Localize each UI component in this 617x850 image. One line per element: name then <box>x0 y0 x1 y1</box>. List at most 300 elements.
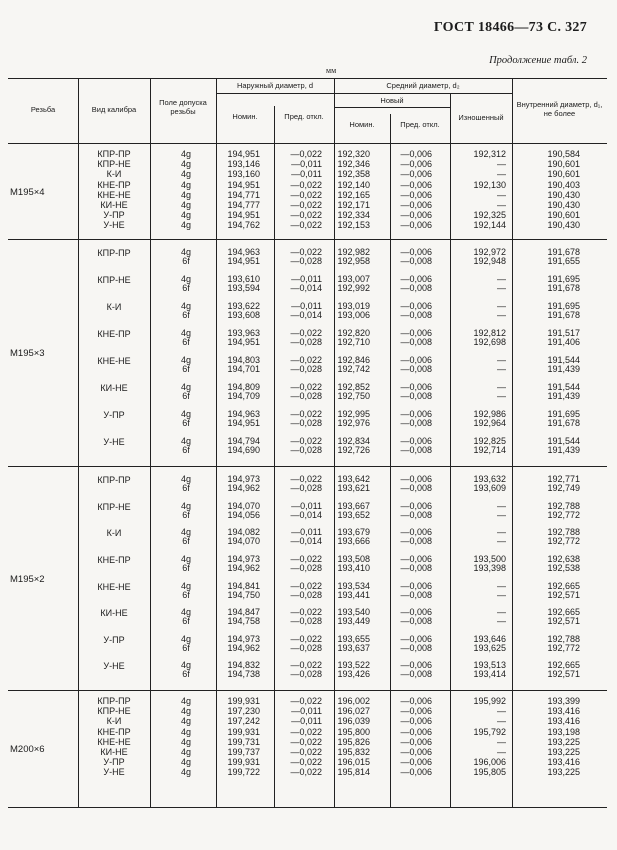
inner-diameter: 192,772 <box>547 509 580 520</box>
outer-deviation: —0,028 <box>290 256 322 266</box>
tolerance-field: 4g <box>180 696 191 706</box>
worn-value: — <box>497 527 506 538</box>
tolerance-field: 4g <box>180 660 191 671</box>
gauge-type: У-ПР <box>103 410 125 420</box>
table-row <box>8 707 607 716</box>
col-mean-deviation: Пред. откл. <box>400 120 440 129</box>
worn-value: 193,500 <box>473 553 506 564</box>
mean-deviation: —0,006 <box>400 500 432 511</box>
tolerance-field: 4g <box>180 247 191 257</box>
gauge-type: КНЕ-ПР <box>97 329 131 339</box>
gauge-type: К-И <box>106 169 122 180</box>
thread-section <box>8 467 607 691</box>
inner-diameter: 192,772 <box>547 642 580 653</box>
tolerance-field: 4g <box>180 474 191 484</box>
mean-deviation: —0,008 <box>400 310 432 320</box>
col-gauge-header: Вид калибра <box>91 105 137 114</box>
table-row <box>8 591 607 600</box>
tolerance-field: 6f <box>182 562 190 573</box>
mean-nominal: 192,750 <box>337 391 370 401</box>
table-row <box>8 150 607 159</box>
tolerance-field: 6f <box>182 616 190 627</box>
table-row <box>8 758 607 767</box>
worn-value: — <box>497 736 506 747</box>
outer-deviation: —0,022 <box>290 553 322 564</box>
mean-deviation: —0,008 <box>400 418 432 428</box>
outer-deviation: —0,014 <box>290 509 322 520</box>
mean-deviation: —0,006 <box>400 757 432 768</box>
outer-nominal: 199,731 <box>227 736 260 747</box>
table-row <box>8 392 607 401</box>
outer-deviation: —0,022 <box>290 726 322 737</box>
mean-deviation: —0,006 <box>400 706 432 717</box>
table-row <box>8 181 607 190</box>
mean-deviation: —0,008 <box>400 445 432 455</box>
inner-diameter: 190,430 <box>547 200 580 210</box>
worn-value: — <box>497 364 506 374</box>
mean-nominal: 192,171 <box>337 200 370 210</box>
outer-nominal: 194,973 <box>227 553 260 564</box>
mean-deviation: —0,008 <box>400 536 432 547</box>
worn-value: 192,948 <box>473 256 506 266</box>
table-header <box>8 78 607 144</box>
outer-deviation: —0,022 <box>290 696 322 706</box>
worn-value: — <box>497 607 506 618</box>
tolerance-field: 4g <box>180 220 191 231</box>
mean-deviation: —0,006 <box>400 328 432 338</box>
worn-value: 192,130 <box>473 179 506 190</box>
gauge-type: КПР-ПР <box>97 149 131 159</box>
outer-deviation: —0,028 <box>290 364 322 374</box>
gauge-type: КНЕ-ПР <box>97 554 131 565</box>
gauge-type: КИ-НЕ <box>100 200 128 210</box>
gauge-type: КНЕ-НЕ <box>97 581 131 592</box>
mean-deviation: —0,006 <box>400 580 432 591</box>
gauge-type: КИ-НЕ <box>100 747 128 757</box>
outer-deviation: —0,022 <box>290 474 322 484</box>
mean-deviation: —0,006 <box>400 726 432 737</box>
mean-nominal: 195,826 <box>337 736 370 747</box>
gauge-type: К-И <box>106 528 122 539</box>
col-new-header: Новый <box>380 96 404 105</box>
worn-value: 193,513 <box>473 660 506 671</box>
table-row <box>8 160 607 169</box>
gauge-type: У-НЕ <box>103 661 125 672</box>
inner-diameter: 191,544 <box>547 382 580 392</box>
mean-nominal: 192,358 <box>337 169 370 180</box>
table-row <box>8 201 607 210</box>
outer-nominal: 194,973 <box>227 474 260 484</box>
inner-diameter: 191,544 <box>547 355 580 365</box>
gauge-type: КНЕ-НЕ <box>97 736 131 747</box>
col-inner-header: Внутренний диаметр, d₁, не более <box>516 100 603 118</box>
mean-deviation: —0,008 <box>400 562 432 573</box>
mean-nominal: 192,346 <box>337 159 370 170</box>
inner-diameter: 192,772 <box>547 536 580 547</box>
table-row <box>8 717 607 726</box>
inner-diameter: 191,439 <box>547 391 580 401</box>
mean-deviation: —0,008 <box>400 669 432 680</box>
inner-diameter: 193,399 <box>547 696 580 706</box>
outer-deviation: —0,011 <box>291 706 322 717</box>
outer-nominal: 194,962 <box>227 562 260 573</box>
inner-diameter: 190,430 <box>547 220 580 231</box>
worn-value: — <box>497 301 506 311</box>
tolerance-field: 6f <box>182 418 190 428</box>
mean-nominal: 193,655 <box>337 633 370 644</box>
gauge-type: КИ-НЕ <box>100 383 128 393</box>
tolerance-field: 4g <box>180 169 191 180</box>
worn-value: 193,414 <box>473 669 506 680</box>
mean-deviation: —0,008 <box>400 256 432 266</box>
outer-nominal: 194,962 <box>227 483 260 493</box>
mean-nominal: 192,320 <box>337 149 370 159</box>
worn-value: — <box>497 536 506 547</box>
worn-value: 195,805 <box>473 767 506 778</box>
outer-deviation: —0,011 <box>291 716 322 727</box>
col-outer-deviation: Пред. откл. <box>284 112 324 121</box>
worn-value: — <box>497 616 506 627</box>
mean-nominal: 193,642 <box>337 474 370 484</box>
inner-diameter: 193,225 <box>547 767 580 778</box>
tolerance-field: 4g <box>180 159 191 170</box>
outer-nominal: 193,610 <box>227 274 260 284</box>
outer-deviation: —0,022 <box>290 409 322 419</box>
outer-deviation: —0,028 <box>290 616 322 627</box>
gauge-type: КПР-ПР <box>97 475 131 485</box>
mean-deviation: —0,006 <box>400 274 432 284</box>
inner-diameter: 193,416 <box>547 706 580 717</box>
worn-value: 196,006 <box>473 757 506 768</box>
gauge-type: У-ПР <box>103 757 125 768</box>
table-row <box>8 617 607 626</box>
outer-nominal: 194,962 <box>227 642 260 653</box>
mean-nominal: 195,814 <box>337 767 370 778</box>
inner-diameter: 192,788 <box>547 633 580 644</box>
inner-diameter: 193,225 <box>547 747 580 757</box>
tolerance-field: 6f <box>182 256 190 266</box>
mean-nominal: 193,652 <box>337 509 370 520</box>
tolerance-field: 4g <box>180 726 191 737</box>
inner-diameter: 191,678 <box>547 283 580 293</box>
table-row <box>8 419 607 428</box>
tolerance-field: 4g <box>180 200 191 210</box>
table-row <box>8 170 607 179</box>
mean-deviation: —0,008 <box>400 364 432 374</box>
outer-deviation: —0,022 <box>290 736 322 747</box>
outer-deviation: —0,014 <box>290 283 322 293</box>
tolerance-field: 4g <box>180 274 191 284</box>
inner-diameter: 193,225 <box>547 736 580 747</box>
inner-diameter: 192,571 <box>547 669 580 680</box>
worn-value: — <box>497 580 506 591</box>
outer-deviation: —0,022 <box>290 189 322 200</box>
outer-nominal: 194,973 <box>227 633 260 644</box>
outer-nominal: 199,931 <box>227 757 260 768</box>
mean-nominal: 192,992 <box>337 283 370 293</box>
tolerance-field: 4g <box>180 409 191 419</box>
mean-nominal: 192,976 <box>337 418 370 428</box>
mean-nominal: 193,534 <box>337 580 370 591</box>
outer-deviation: —0,028 <box>290 337 322 347</box>
outer-deviation: —0,028 <box>290 669 322 680</box>
outer-nominal: 194,750 <box>227 589 260 600</box>
gauge-type: КНЕ-НЕ <box>97 356 131 366</box>
outer-nominal: 194,951 <box>227 210 260 221</box>
mean-nominal: 192,165 <box>337 189 370 200</box>
mean-deviation: —0,006 <box>400 409 432 419</box>
inner-diameter: 191,695 <box>547 274 580 284</box>
mean-nominal: 193,449 <box>337 616 370 627</box>
outer-nominal: 193,146 <box>227 159 260 170</box>
mean-deviation: —0,006 <box>400 607 432 618</box>
tolerance-field: 6f <box>182 283 190 293</box>
inner-diameter: 192,665 <box>547 660 580 671</box>
outer-deviation: —0,022 <box>290 580 322 591</box>
worn-value: 192,812 <box>473 328 506 338</box>
inner-diameter: 191,517 <box>547 328 580 338</box>
worn-value: 192,698 <box>473 337 506 347</box>
gauge-type: КИ-НЕ <box>100 608 128 619</box>
tolerance-field: 4g <box>180 382 191 392</box>
inner-diameter: 193,416 <box>547 757 580 768</box>
mean-deviation: —0,008 <box>400 283 432 293</box>
inner-diameter: 190,403 <box>547 179 580 190</box>
table-body <box>8 144 607 808</box>
table-row <box>8 768 607 777</box>
outer-nominal: 199,931 <box>227 696 260 706</box>
outer-nominal: 199,722 <box>227 767 260 778</box>
outer-deviation: —0,022 <box>290 355 322 365</box>
mean-deviation: —0,006 <box>400 355 432 365</box>
worn-value: 192,312 <box>473 149 506 159</box>
outer-nominal: 197,242 <box>227 716 260 727</box>
table-row <box>8 221 607 230</box>
mean-nominal: 192,153 <box>337 220 370 231</box>
inner-diameter: 192,538 <box>547 562 580 573</box>
inner-diameter: 191,695 <box>547 409 580 419</box>
table-row <box>8 191 607 200</box>
tolerance-field: 6f <box>182 669 190 680</box>
worn-value: — <box>497 283 506 293</box>
outer-nominal: 194,738 <box>227 669 260 680</box>
tolerance-field: 4g <box>180 328 191 338</box>
tolerance-field: 4g <box>180 179 191 190</box>
worn-value: — <box>497 355 506 365</box>
mean-nominal: 192,820 <box>337 328 370 338</box>
worn-value: — <box>497 500 506 511</box>
mean-deviation: —0,006 <box>400 382 432 392</box>
gauge-type: КНЕ-ПР <box>97 179 131 190</box>
mean-deviation: —0,006 <box>400 716 432 727</box>
mean-nominal: 193,007 <box>337 274 370 284</box>
mean-deviation: —0,006 <box>400 736 432 747</box>
unit-label: мм <box>326 66 337 75</box>
thread-label: М200×6 <box>10 744 45 755</box>
mean-deviation: —0,006 <box>400 747 432 757</box>
table-row <box>8 644 607 653</box>
worn-value: — <box>497 509 506 520</box>
col-outer-nominal: Номин. <box>232 112 258 121</box>
outer-nominal: 194,701 <box>227 364 260 374</box>
outer-deviation: —0,022 <box>290 179 322 190</box>
outer-deviation: —0,022 <box>290 767 322 778</box>
table-row <box>8 537 607 546</box>
gauge-type: КНЕ-НЕ <box>97 189 131 200</box>
tolerance-field: 6f <box>182 310 190 320</box>
mean-nominal: 193,637 <box>337 642 370 653</box>
outer-nominal: 194,847 <box>227 607 260 618</box>
worn-value: 192,825 <box>473 436 506 446</box>
tolerance-field: 6f <box>182 589 190 600</box>
inner-diameter: 192,571 <box>547 589 580 600</box>
mean-deviation: —0,006 <box>400 633 432 644</box>
mean-nominal: 192,726 <box>337 445 370 455</box>
outer-nominal: 194,951 <box>227 149 260 159</box>
inner-diameter: 192,771 <box>547 474 580 484</box>
outer-deviation: —0,011 <box>291 527 322 538</box>
worn-value: 193,632 <box>473 474 506 484</box>
gauge-type: КПР-ПР <box>97 248 131 258</box>
outer-nominal: 194,963 <box>227 409 260 419</box>
inner-diameter: 191,544 <box>547 436 580 446</box>
worn-value: 193,398 <box>473 562 506 573</box>
worn-value: 193,646 <box>473 633 506 644</box>
inner-diameter: 190,601 <box>547 159 580 170</box>
mean-deviation: —0,006 <box>400 220 432 231</box>
mean-nominal: 196,015 <box>337 757 370 768</box>
outer-nominal: 193,160 <box>227 169 260 180</box>
outer-nominal: 197,230 <box>227 706 260 717</box>
worn-value: — <box>497 274 506 284</box>
tolerance-field: 4g <box>180 553 191 564</box>
mean-nominal: 193,666 <box>337 536 370 547</box>
worn-value: — <box>497 159 506 170</box>
tolerance-field: 4g <box>180 736 191 747</box>
mean-nominal: 192,846 <box>337 355 370 365</box>
outer-deviation: —0,022 <box>290 633 322 644</box>
mean-nominal: 196,039 <box>337 716 370 727</box>
mean-deviation: —0,006 <box>400 696 432 706</box>
worn-value: — <box>497 382 506 392</box>
inner-diameter: 191,678 <box>547 247 580 257</box>
inner-diameter: 191,439 <box>547 364 580 374</box>
mean-deviation: —0,006 <box>400 660 432 671</box>
inner-diameter: 192,749 <box>547 483 580 493</box>
mean-deviation: —0,008 <box>400 483 432 493</box>
mean-deviation: —0,006 <box>400 149 432 159</box>
inner-diameter: 191,678 <box>547 418 580 428</box>
tolerance-field: 6f <box>182 337 190 347</box>
mean-nominal: 192,852 <box>337 382 370 392</box>
tolerance-field: 6f <box>182 445 190 455</box>
table-row <box>8 446 607 455</box>
mean-deviation: —0,006 <box>400 527 432 538</box>
outer-nominal: 193,608 <box>227 310 260 320</box>
gauge-type: КПР-ПР <box>97 696 131 706</box>
mean-nominal: 193,410 <box>337 562 370 573</box>
worn-value: 192,986 <box>473 409 506 419</box>
thread-label: М195×2 <box>10 573 45 585</box>
mean-deviation: —0,006 <box>400 189 432 200</box>
outer-deviation: —0,022 <box>290 747 322 757</box>
outer-deviation: —0,011 <box>291 169 322 180</box>
table-row <box>8 728 607 737</box>
tolerance-field: 4g <box>180 757 191 768</box>
inner-diameter: 190,601 <box>547 210 580 221</box>
worn-value: 192,972 <box>473 247 506 257</box>
mean-nominal: 192,995 <box>337 409 370 419</box>
mean-deviation: —0,006 <box>400 247 432 257</box>
worn-value: — <box>497 716 506 727</box>
inner-diameter: 192,788 <box>547 527 580 538</box>
mean-nominal: 192,834 <box>337 436 370 446</box>
tolerance-field: 6f <box>182 483 190 493</box>
mean-nominal: 193,522 <box>337 660 370 671</box>
mean-nominal: 193,441 <box>337 589 370 600</box>
table-row <box>8 564 607 573</box>
outer-deviation: —0,011 <box>291 159 322 170</box>
mean-nominal: 193,679 <box>337 527 370 538</box>
mean-nominal: 192,742 <box>337 364 370 374</box>
outer-nominal: 194,758 <box>227 616 260 627</box>
tolerance-field: 4g <box>180 436 191 446</box>
outer-deviation: —0,022 <box>290 328 322 338</box>
tolerance-field: 4g <box>180 607 191 618</box>
outer-deviation: —0,022 <box>290 149 322 159</box>
mean-nominal: 193,621 <box>337 483 370 493</box>
tolerance-field: 6f <box>182 391 190 401</box>
inner-diameter: 190,430 <box>547 189 580 200</box>
outer-deviation: —0,011 <box>291 301 322 311</box>
outer-deviation: —0,022 <box>290 382 322 392</box>
worn-value: — <box>497 169 506 180</box>
mean-deviation: —0,008 <box>400 589 432 600</box>
outer-nominal: 194,841 <box>227 580 260 591</box>
table-row <box>8 670 607 679</box>
gauge-type: К-И <box>106 716 122 727</box>
outer-nominal: 193,963 <box>227 328 260 338</box>
thread-section <box>8 691 607 808</box>
outer-nominal: 194,951 <box>227 179 260 190</box>
gauge-type: КПР-НЕ <box>97 275 131 285</box>
col-outer-header: Наружный диаметр, d <box>236 81 314 90</box>
outer-nominal: 194,951 <box>227 337 260 347</box>
mean-nominal: 192,334 <box>337 210 370 221</box>
tolerance-field: 6f <box>182 364 190 374</box>
outer-nominal: 194,709 <box>227 391 260 401</box>
outer-deviation: —0,028 <box>290 445 322 455</box>
table-row <box>8 311 607 320</box>
table-row <box>8 338 607 347</box>
outer-nominal: 194,963 <box>227 247 260 257</box>
table-row <box>8 284 607 293</box>
outer-deviation: —0,022 <box>290 210 322 221</box>
outer-deviation: —0,022 <box>290 436 322 446</box>
tolerance-field: 4g <box>180 210 191 221</box>
tolerance-field: 4g <box>180 706 191 717</box>
gauge-type: У-НЕ <box>103 437 125 447</box>
outer-nominal: 194,951 <box>227 418 260 428</box>
tolerance-field: 4g <box>180 149 191 159</box>
mean-deviation: —0,006 <box>400 553 432 564</box>
page-header: ГОСТ 18466—73 С. 327 <box>433 20 587 35</box>
inner-diameter: 192,571 <box>547 616 580 627</box>
tolerance-field: 4g <box>180 500 191 511</box>
mean-deviation: —0,006 <box>400 436 432 446</box>
thread-label: М195×4 <box>10 186 45 198</box>
mean-deviation: —0,008 <box>400 509 432 520</box>
